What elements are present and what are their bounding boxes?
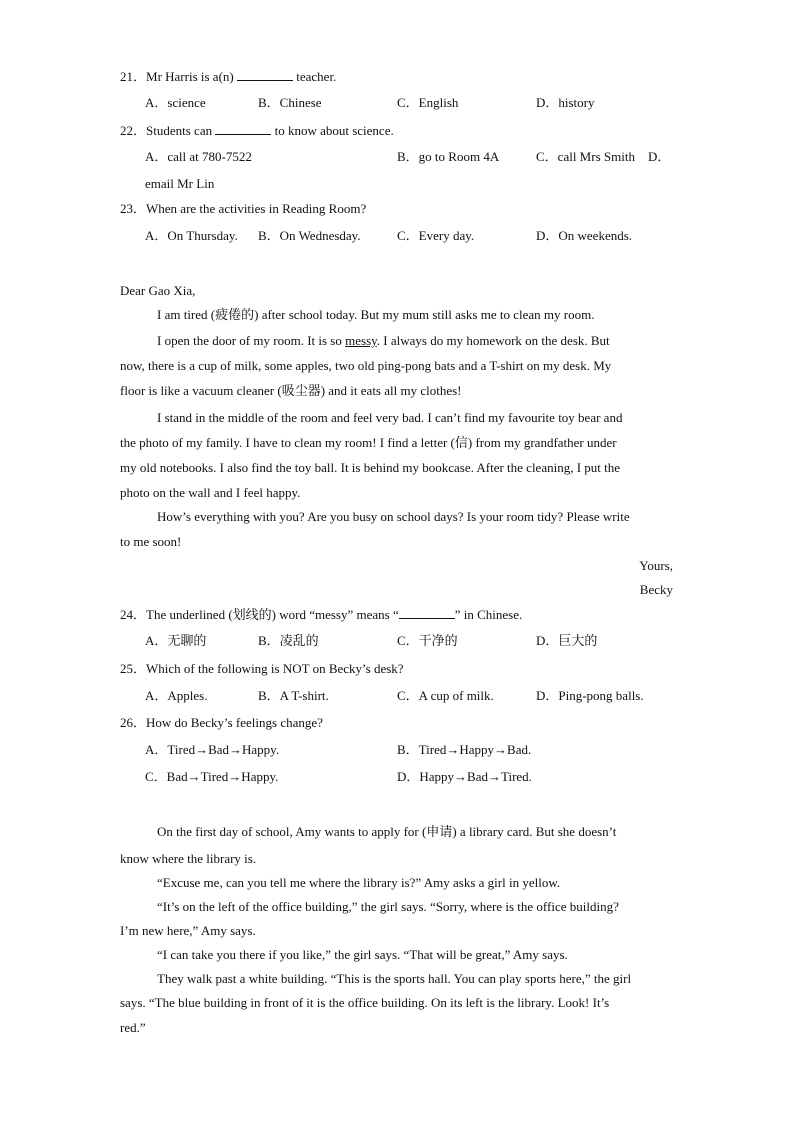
passage-line-2: know where the library is. <box>120 851 257 866</box>
option-d: D．Happy→Bad→Tired. <box>397 769 532 784</box>
letter-paragraph-3-line-4: photo on the wall and I feel happy. <box>120 485 301 500</box>
question-number: 26． <box>120 715 147 730</box>
letter-paragraph-3-line-1: I stand in the middle of the room and feel very bad. I can’t find my favourite toy bear and <box>157 410 623 425</box>
question-24-stem: 24．The underlined (划线的) word “messy” means “ ” in Chinese. <box>120 607 523 622</box>
question-21-stem: 21．Mr Harris is a(n) teacher. <box>120 69 337 84</box>
passage-line-8: says. “The blue building in front of it is the office building. On its left is the library. Look! It’s <box>120 995 610 1010</box>
letter-paragraph-1: I am tired (疲倦的) after school today. But my mum still asks me to clean my room. <box>157 307 595 322</box>
letter-paragraph-4-line-1: How’s everything with you? Are you busy on school days? Is your room tidy? Please write <box>157 509 630 524</box>
answer-blank <box>237 68 293 81</box>
option-a: A．On Thursday. <box>145 228 238 243</box>
question-number: 22． <box>120 123 147 138</box>
question-23-stem: 23．When are the activities in Reading Room? <box>120 201 367 216</box>
option-b: B．Tired→Happy→Bad. <box>397 742 532 757</box>
option-b: B．凌乱的 <box>258 633 319 648</box>
option-d: D．巨大的 <box>536 633 598 648</box>
option-b: B．Chinese <box>258 95 322 110</box>
passage-line-4: “It’s on the left of the office building,” the girl says. “Sorry, where is the office building? <box>157 899 619 914</box>
option-a: A．Tired→Bad→Happy. <box>145 742 280 757</box>
question-number: 25． <box>120 661 147 676</box>
option-c: C．call Mrs Smith <box>536 149 635 164</box>
question-22-stem: 22．Students can to know about science. <box>120 123 394 138</box>
passage-line-1: On the first day of school, Amy wants to apply for (申请) a library card. But she doesn’t <box>157 824 617 839</box>
option-d: D． <box>648 149 671 164</box>
option-c: C．干净的 <box>397 633 458 648</box>
option-a: A．science <box>145 95 206 110</box>
passage-line-9: red.” <box>120 1020 146 1035</box>
option-b: B．A T-shirt. <box>258 688 329 703</box>
option-d: D．Ping-pong balls. <box>536 688 644 703</box>
passage-line-7: They walk past a white building. “This is the sports hall. You can play sports here,” the girl <box>157 971 632 986</box>
letter-closing: Yours, <box>639 558 673 573</box>
option-c: C．Bad→Tired→Happy. <box>145 769 279 784</box>
question-26-stem: 26．How do Becky’s feelings change? <box>120 715 323 730</box>
answer-blank <box>399 606 455 619</box>
answer-blank <box>215 122 271 135</box>
letter-paragraph-3-line-3: my old notebooks. I also find the toy ball. It is behind my bookcase. After the cleaning, I put the <box>120 460 621 475</box>
letter-paragraph-4-line-2: to me soon! <box>120 534 182 549</box>
option-a: A．Apples. <box>145 688 208 703</box>
letter-paragraph-2-line-1: I open the door of my room. It is so messy. I always do my homework on the desk. But <box>157 333 610 348</box>
letter-greeting: Dear Gao Xia, <box>120 283 196 298</box>
question-number: 24． <box>120 607 147 622</box>
option-a: A．无聊的 <box>145 633 207 648</box>
passage-line-5: I’m new here,” Amy says. <box>120 923 256 938</box>
option-d: D．On weekends. <box>536 228 633 243</box>
option-d: D．history <box>536 95 595 110</box>
letter-signature: Becky <box>639 582 673 597</box>
passage-line-3: “Excuse me, can you tell me where the library is?” Amy asks a girl in yellow. <box>157 875 561 890</box>
option-b: B．On Wednesday. <box>258 228 361 243</box>
question-number: 21． <box>120 69 147 84</box>
question-25-stem: 25．Which of the following is NOT on Becky’s desk? <box>120 661 404 676</box>
letter-paragraph-2-line-3: floor is like a vacuum cleaner (吸尘器) and it eats all my clothes! <box>120 383 462 398</box>
option-b: B．go to Room 4A <box>397 149 500 164</box>
passage-line-6: “I can take you there if you like,” the girl says. “That will be great,” Amy says. <box>157 947 568 962</box>
letter-paragraph-3-line-2: the photo of my family. I have to clean my room! I find a letter (信) from my grandfather under <box>120 435 617 450</box>
letter-paragraph-2-line-2: now, there is a cup of milk, some apples, two old ping-pong bats and a T-shirt on my desk. My <box>120 358 612 373</box>
option-c: C．A cup of milk. <box>397 688 494 703</box>
underlined-word: messy <box>345 333 377 348</box>
option-a: A．call at 780-7522 <box>145 149 252 164</box>
question-number: 23． <box>120 201 147 216</box>
option-c: C．English <box>397 95 459 110</box>
option-d-text: email Mr Lin <box>145 176 215 191</box>
option-c: C．Every day. <box>397 228 475 243</box>
